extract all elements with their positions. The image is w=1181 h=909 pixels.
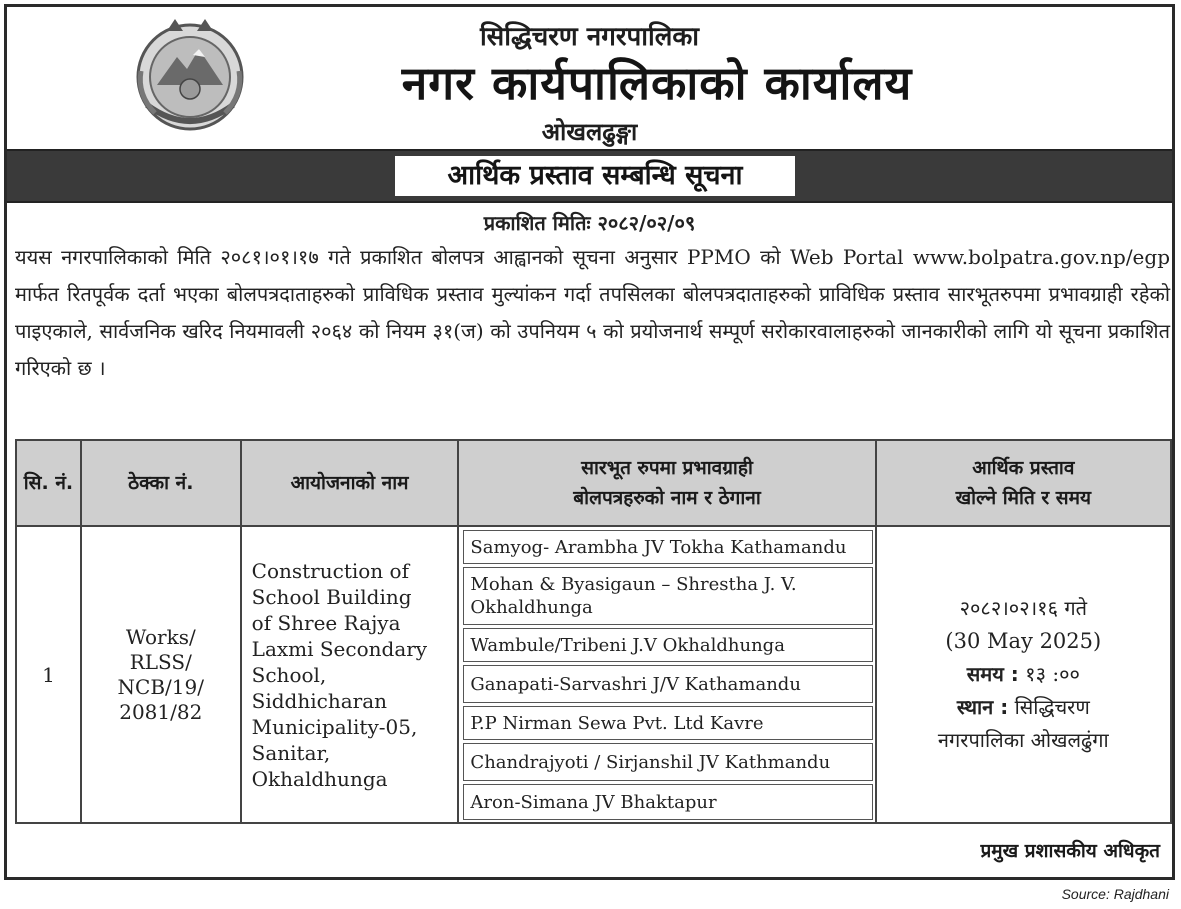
project-name-line: School Building	[251, 584, 412, 609]
bidder-item: Aron-Simana JV Bhaktapur	[463, 784, 872, 820]
project-name-line: Construction of	[251, 558, 409, 583]
header-opening-line2: खोल्ने मिति र समय	[955, 487, 1092, 509]
row-opening	[876, 526, 1171, 823]
row-contract-no	[81, 526, 241, 823]
project-name-line: Municipality-05,	[251, 714, 418, 739]
office-main-title: नगर कार्यपालिकाको कार्यालय	[401, 56, 913, 110]
opening-place-value-1: सिद्धिचरण	[1014, 695, 1090, 719]
header-project-name: आयोजनाको नाम	[241, 440, 459, 526]
opening-date-np: २०८२।०२।१६ गते	[959, 596, 1088, 620]
table-row	[16, 526, 1171, 823]
header-bidders-line2: बोलपत्रहरुको नाम र ठेगाना	[573, 487, 761, 509]
bidder-item: Mohan & Byasigaun – Shrestha J. V. Okhaldhunga	[463, 567, 872, 625]
bidder-item: Ganapati-Sarvashri J/V Kathamandu	[463, 665, 872, 703]
contract-no-part: Works/	[125, 624, 196, 649]
source-credit: Source: Rajdhani	[1061, 886, 1169, 902]
project-name-line: Sanitar, Okhaldhunga	[251, 740, 388, 791]
opening-place	[878, 691, 1169, 724]
header-contract-no: ठेक्का नं.	[81, 440, 241, 526]
contract-no-part: 2081/82	[119, 699, 203, 724]
bidder-item: Samyog- Arambha JV Tokha Kathamandu	[463, 530, 872, 564]
notice-frame	[4, 4, 1175, 880]
header-opening-line1: आर्थिक प्रस्ताव	[972, 457, 1075, 479]
notice-title-bar	[7, 149, 1172, 203]
notice-body-text: ययस नगरपालिकाको मिति २०८१।०१।१७ गते प्रकाशित बोलपत्र आह्वानको सूचना अनुसार PPMO को Web Portal www.bolpatra.gov.np/egp मार्फत रितपूर्वक दर्ता भएका बोलपत्रदाताहरुको प्राविधिक प्रस्ताव मुल्यांकन गर्दा तपसिलका बोलपत्रदाताहरुको प्राविधिक प्रस्ताव सारभूतरुपमा प्रभावग्राही रहेको पाइएकाले, सार्वजनिक खरिद नियमावली २०६४ को नियम ३१(ज) को उपनियम ५ को प्रयोजनार्थ सम्पूर्ण सरोकारवालाहरुको जानकारीको लागि यो सूचना प्रकाशित गरिएको छ ।	[15, 245, 1170, 380]
project-name-line: of Shree Rajya	[251, 610, 401, 635]
header-sn: सि. नं.	[16, 440, 81, 526]
project-name-line: School, Siddhicharan	[251, 662, 388, 713]
bidders-table	[15, 439, 1172, 824]
notice-title: आर्थिक प्रस्ताव सम्बन्धि सूचना	[395, 156, 795, 196]
header-bidders	[458, 440, 875, 526]
opening-time-value: १३ :००	[1025, 662, 1080, 686]
contract-no-part: RLSS/	[129, 649, 192, 674]
row-sn: 1	[16, 526, 81, 823]
opening-place-label: स्थान :	[956, 695, 1009, 719]
opening-time	[878, 658, 1169, 691]
row-bidders	[458, 526, 875, 823]
header-bidders-line1: सारभूत रुपमा प्रभावग्राही	[581, 457, 753, 479]
project-name-line: Laxmi Secondary	[251, 636, 428, 661]
bidder-item: P.P Nirman Sewa Pvt. Ltd Kavre	[463, 706, 872, 740]
signature: प्रमुख प्रशासकीय अधिकृत	[980, 840, 1160, 862]
office-place: ओखलढुङ्गा	[541, 118, 638, 146]
row-project-name	[241, 526, 459, 823]
office-name: सिद्धिचरण नगरपालिका	[479, 22, 700, 52]
published-date: प्रकाशित मितिः २०८२/०२/०९	[483, 211, 696, 235]
contract-no-part: NCB/19/	[117, 674, 204, 699]
bidder-item: Wambule/Tribeni J.V Okhaldhunga	[463, 628, 872, 662]
bidder-item: Chandrajyoti / Sirjanshil JV Kathmandu	[463, 743, 872, 781]
header-opening	[876, 440, 1171, 526]
table-header-row	[16, 440, 1171, 526]
opening-place-value-2: नगरपालिका ओखलढुंगा	[937, 728, 1109, 752]
opening-time-label: समय :	[966, 662, 1019, 686]
opening-date-en: (30 May 2025)	[945, 629, 1102, 653]
